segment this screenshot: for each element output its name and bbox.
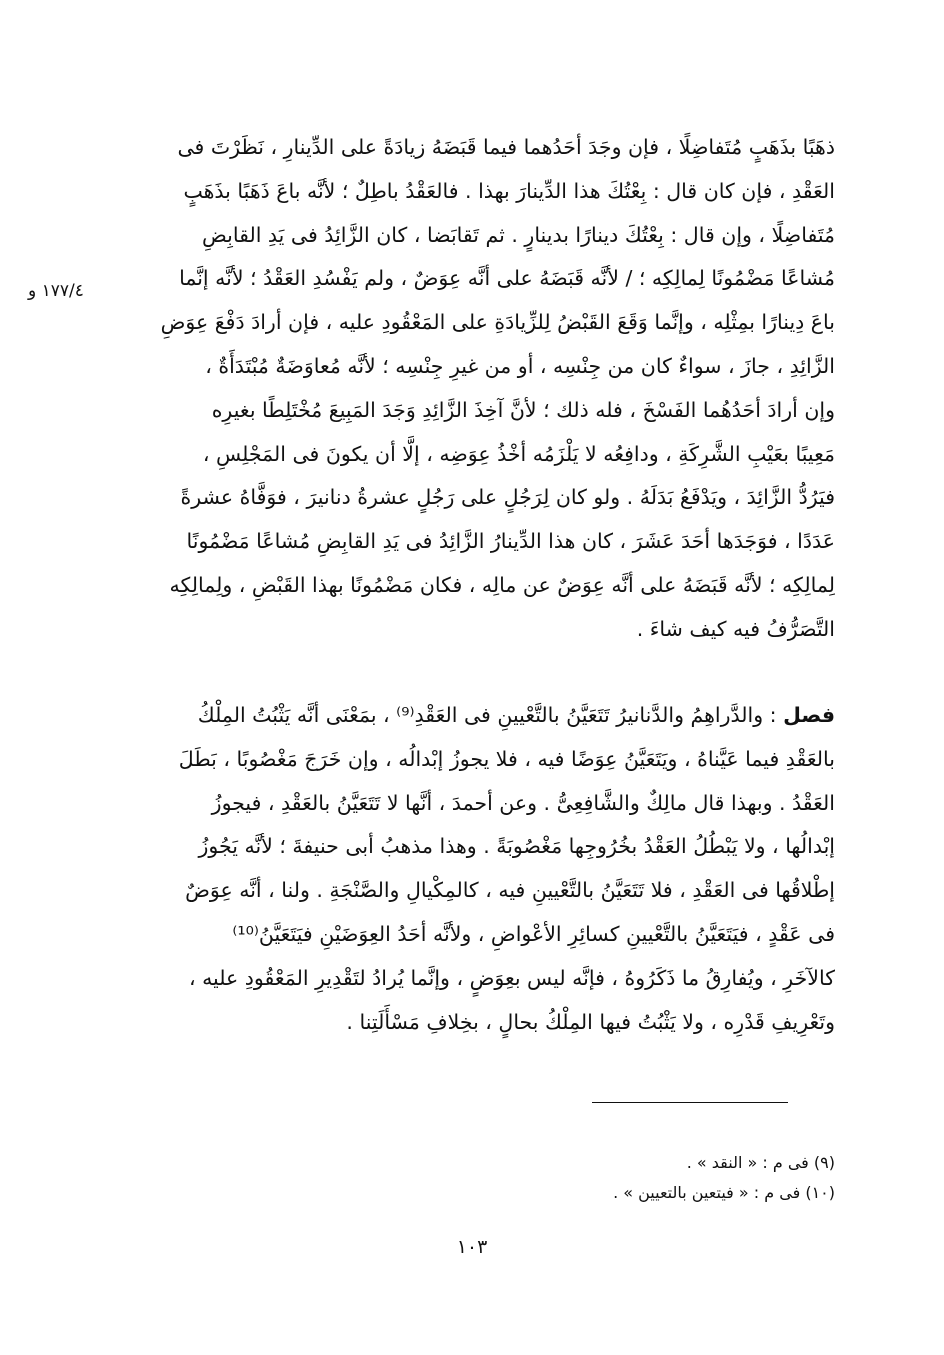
- text-line: إطْلاقُها فى العَقْدِ ، فلا تَتَعَيَّنُ بالتَّعْيينِ فيه ، كالمِكْيالِ والصَّنْجَةِ . ولنا ، أنَّه عِوَضٌ: [185, 878, 835, 903]
- section-heading: فصل: [783, 703, 835, 727]
- paragraph-2: [120, 694, 835, 1044]
- text-line: ذهَبًا بذَهَبٍ مُتَفاضِلًا ، فإن وجَدَ أحَدُهما فيما قَبَضَهُ زيادَةً على الدِّينارِ ، نَظَرْتَ فى: [177, 135, 835, 159]
- text-line: فيَرُدُّ الزَّائِدَ ، ويَدْفَعُ بَدَلَهُ . ولو كان لِرَجُلٍ على رَجُلٍ عشرةُ دنانيرَ ، فوَفَّاهُ عشرةً: [180, 485, 835, 510]
- footnote: (٩) فى م : « النقد » .: [686, 1153, 835, 1172]
- text-line: العَقْدُ . وبهذا قال مالِكٌ والشَّافِعِىُّ . وعن أحمدَ ، أنَّها لا تَتَعَيَّنُ بالعَقْدِ ، فيجوزُ: [211, 790, 835, 815]
- footnotes: [300, 1148, 835, 1208]
- text-line: وتَعْرِيفِ قَدْرِه ، ولا يَثْبُتُ فيها المِلْكُ بحالٍ ، بخِلافِ مَسْأَلَتِنا .: [346, 1009, 835, 1034]
- text-line: عَدَدًا ، فوَجَدَها أحَدَ عَشَرَ ، كان هذا الدِّينارُ الزَّائِدُ فى يَدِ القابِضِ مُشاعًا مَضْمُونًا: [186, 529, 835, 554]
- text-line: فى عَقْدٍ ، فيَتَعَيَّنُ بالتَّعْيينِ كسائِرِ الأعْواضِ ، ولأنَّه أحَدُ العِوَضَيْنِ فيَتَعَيَّنُ⁽¹⁰⁾: [232, 921, 835, 946]
- text-line-first: [120, 694, 835, 738]
- text-line: وإن أرادَ أحَدُهُما الفَسْخَ ، فله ذلك ؛ لأنَّ آخِذَ الزَّائِدِ وَجَدَ المَبِيعَ مُخْتَلِطًا بغيرِه: [211, 397, 835, 422]
- text-line: العَقْدِ ، فإن كان قال : بِعْتُكَ هذا الدِّينارَ بهذا . فالعَقْدُ باطِلٌ ؛ لأنَّه باعَ ذَهَبًا بذَهَبٍ: [183, 178, 835, 203]
- text-line: باعَ دِينارًا بمِثْلِه ، وإنَّما وَقَعَ القَبْضُ لِلزِّيادَةِ على المَعْقُودِ عليه ، فإن أرادَ دَفْعَ عِوَضِ: [160, 310, 835, 335]
- text-line-first-rest: : والدَّراهِمُ والدَّنانيرُ تَتَعَيَّنُ بالتَّعْيينِ فى العَقْدِ⁽⁹⁾ ، بمَعْنَى أنَّه يَثْبُتُ المِلْكُ: [197, 703, 784, 727]
- text-line: مُتَفاضِلًا ، وإن قال : بِعْتُكَ دينارًا بدينارٍ . ثم تَقابَضا ، كان الزَّائِدُ فى يَدِ القابِضِ: [202, 222, 835, 247]
- text-line: مُشاعًا مَضْمُونًا لِمالِكِه ؛ / لأنَّه قَبَضَهُ على أنَّه عِوَضٌ ، ولم يَفْسُدِ العَقْدُ ؛ لأنَّه إنَّما: [179, 266, 835, 291]
- footnote-divider: [592, 1102, 788, 1103]
- text-line: بالعَقْدِ فيما عَيَّناهُ ، ويَتَعَيَّنُ عِوَضًا فيه ، فلا يجوزُ إبْدالُه ، وإن خَرَجَ مَغْصُوبًا ، بَطَلَ: [178, 746, 835, 771]
- text-line: الزَّائِدِ ، جازَ ، سواءٌ كان من جِنْسِه ، أو من غيرِ جِنْسِه ؛ لأنَّه مُعاوَضَةٌ مُبْتَدَأَةٌ ،: [205, 353, 835, 378]
- text-line: التَّصَرُّفُ فيه كيف شاءَ .: [636, 616, 835, 641]
- text-line: إبْدالُها ، ولا يَبْطُلُ العَقْدُ بخُرُوجِها مَغْصُوبَةً . وهذا مذهبُ أبى حنيفةَ ؛ لأنَّه يَجُوزُ: [198, 834, 835, 859]
- text-line: لِمالِكِه ؛ لأنَّه قَبَضَهُ على أنَّه عِوَضٌ عن مالِه ، فكان مَضْمُونًا بهذا القَبْضِ ، ولِمالِكِه: [169, 572, 835, 597]
- page-number: ١٠٣: [456, 1236, 488, 1258]
- text-line: كالآخَرِ ، ويُفارِقُ ما ذَكَرُوهُ ، فإنَّه ليس بعِوَضٍ ، وإنَّما يُرادُ لتَقْدِيرِ المَعْقُودِ عليه ،: [188, 965, 835, 990]
- text-line: مَعِيبًا بعَيْبِ الشَّرِكَةِ ، ودافِعُه لا يَلْزَمُه أخْذُ عِوَضِه ، إلَّا أن يكونَ فى المَجْلِسِ ،: [202, 441, 835, 466]
- footnote: (١٠) فى م : « فيتعين بالتعيين » .: [613, 1183, 835, 1202]
- paragraph-1: [120, 126, 835, 652]
- margin-reference-note: ١٧٧/٤ و: [28, 281, 84, 301]
